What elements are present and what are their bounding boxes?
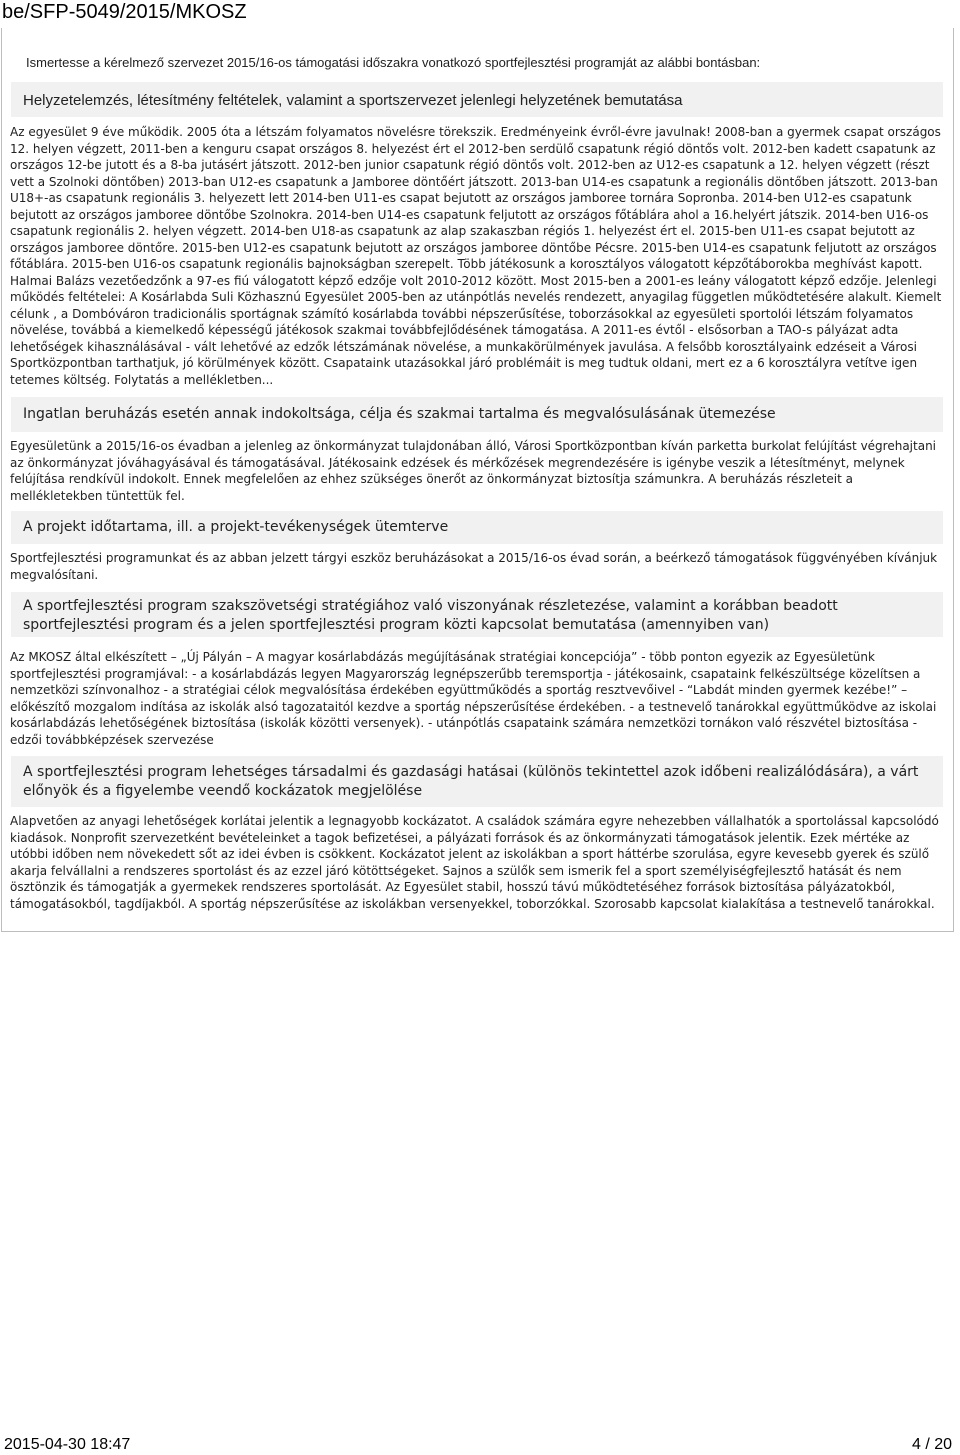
section-heading-situation: Helyzetelemzés, létesítmény feltételek, valamint a sportszervezet jelenlegi helyzetének bemutatása: [11, 82, 943, 117]
intro-text: Ismertesse a kérelmező szervezet 2015/16-os támogatási időszakra vonatkozó sportfejlesztési programját az alábbi bontásban:: [26, 55, 761, 70]
section-heading-timeline: A projekt időtartama, ill. a projekt-tevékenységek ütemterve: [11, 511, 943, 544]
document-id: be/SFP-5049/2015/MKOSZ: [2, 1, 247, 23]
section-heading-investment: Ingatlan beruházás esetén annak indokoltsága, célja és szakmai tartalma és megvalósulásának ütemezése: [11, 397, 943, 432]
section-body-situation: Az egyesület 9 éve működik. 2005 óta a létszám folyamatos növelésre törekszik. Eredményeink évről-évre javulnak! 2008-ban a gyermek csapat országos 12. helyen végzett, 2011-ben a kenguru csapat országos 8. helyezést ért el 2012-ben serdülő csapatunk régió döntős volt. 2012-ben kadett csapatunk az országos 12-be jutott és a 8-ba jutásért játszott. 2012-ben junior csapatunk régió döntős volt. 2012-ben az U12-es csapatunk a 12. helyen végzett (részt vett a Szolnoki döntőben) 2013-ban U12-es csapatunk a Jamboree döntőért játszott. 2013-ban U14-es csapatunk a regionális döntőben játszott. 2013-ban U18+-as csapatunk regionális 3. helyezett lett 2014-ben U11-es csapat bejutott az országos jamboree tornára Sopronba. 2014-ben U12-es csapatunk bejutott az országos jamboree döntőbe Szolnokra. 2014-ben U14-es csapatunk feljutott az országos főtáblára ahol a 16.helyért játszik. 2014-ben U16-os csapatunk regionális 2. helyen végzett. 2014-ben U18-as csapatunk az alap szakaszban régiós 1. helyezést ért el. 2015-ben U11-es csapat bejutott az országos jamboree döntőre. 2015-ben U12-es csapatunk bejutott az országos jamboree döntőbe Pécsre. 2015-ben U14-es csapatunk feljutott az országos főtáblára. 2015-ben U16-os csapatunk regionális bajnokságban szerepelt. Több játékosunk a korosztályos válogatott képzőtáborokba meghívást kapott. Halmai Balázs vezetőedzőnk a 97-es fiú válogatott képző edzője volt 2010-2012 között. Most 2015-ben a 2001-es leány válogatott képző edzője. Jelenlegi működés feltételei: A Kosárlabda Suli Közhasznú Egyesület 2005-ben az utánpótlás nevelés rendezett, anyagilag független működtetésére alakult. Kiemelt célunk , a Dombóváron tradicionális sportágnak számító kosárlabda további népszerűsítése, toborzásokkal az egyesületi sportolói létszám folyamatos növelése, továbbá a kiemelkedő képességű játékosok szakmai továbbfejlődésének támogatása. A 2011-es évtől - elsősorban a TAO-s pályázat adta lehetőségek kihasználásával - vált lehetővé az edzők létszámának növelése, a munkakörülmények javulása. A felsőbb korosztályaink edzéseit a Városi Sportközpontban tarthatjuk, jó körülmények között. Csapataink utazásokkal járó problémáit is meg tudtuk oldani, mert ez a 6 korosztályra vetítve igen tetemes költség. Folytatás a mellékletben...: [10, 125, 942, 387]
section-heading-impact: A sportfejlesztési program lehetséges társadalmi és gazdasági hatásai (különös tekintettel azok időbeni realizálódására), a várt előnyök és a figyelembe veendő kockázatok megjelölése: [11, 756, 943, 807]
section-body-impact: Alapvetően az anyagi lehetőségek korlátai jelentik a legnagyobb kockázatot. A családok számára egyre nehezebben vállalhatók a sportolással kapcsolódó kiadások. Nonprofit szervezetként bevételeinket a tagok befizetései, a pályázati források és az önkormányzati támogatások jelentik. Ezek mértéke az utóbbi időben nem növekedett sőt az idei évben is csökkent. Kockázatot jelent az iskolákban a sport háttérbe szorulása, egyre kevesebb gyerek és szülő akarja felvállalni a rendszeres sportolást és az ezzel járó kötöttségeket. Sajnos a szülők sem ismerik fel a sport személyiségfejlesztő hatását és nem ösztönzik és támogatják a gyermekek rendszeres sportolását. Az Egyesület stabil, hosszú távú működtetéséhez források biztosítása pályázatokból, támogatásokból, tagdíjakból. A sportág népszerűsítése az iskolákban versenyekkel, toborzókkal. Szorosabb kapcsolat kialakítása a testnevelő tanárokkal.: [10, 814, 939, 911]
page-number: 4 / 20: [911, 1436, 952, 1453]
footer-timestamp: 2015-04-30 18:47: [4, 1436, 131, 1453]
section-body-investment: Egyesületünk a 2015/16-os évadban a jelenleg az önkormányzat tulajdonában álló, Városi Sportközpontban kíván parketta burkolat felújítást végrehajtani az önkormányzat jóváhagyásával és támogatásával. Játékosaink edzések és mérkőzések megrendezésére is igénybe veszik a létesítményt, melynek felújítása rendkívül indokolt. Ennek megfelelően az ehhez szükséges önerőt az önkormányzat biztosítja számunkra. A beruházás részleteit a mellékletekben tüntettük fel.: [10, 439, 937, 503]
section-heading-strategy: A sportfejlesztési program szakszövetségi stratégiához való viszonyának részletezése, valamint a korábban beadott sportfejlesztési program és a jelen sportfejlesztési program közti kapcsolat bemutatása (amennyiben van): [11, 592, 943, 637]
section-body-strategy: Az MKOSZ által elkészített – „Új Pályán – A magyar kosárlabdázás megújításának stratégiai koncepciója” - több ponton egyezik az Egyesületünk sportfejlesztési programjával: - a kosárlabdázás legyen Magyarország legnépszerűbb teremsportja - játékosaink, csapataink felkészültsége közelítsen a nemzetközi színvonalhoz - a stratégiai célok megvalósítása érdekében együttműködés a sportág resztvevőivel - “Labdát minden gyermek kezébe!” – előkészítő mozgalom indítása az iskolák alsó tagozataitól kezdve a sportág népszerűsítése érdekében. - a testnevelő tanárokkal együttműködve az iskolai kosárlabdázás lehetőségének biztosítása (iskolák közötti versenyek). - utánpótlás csapataink számára nemzetközi tornákon való részvétel biztosítása - edzői továbbképzések szervezése: [10, 650, 937, 747]
section-body-timeline: Sportfejlesztési programunkat és az abban jelzett tárgyi eszköz beruházásokat a 2015/16-os évad során, a beérkező támogatások függvényében kívánjuk megvalósítani.: [10, 551, 938, 582]
